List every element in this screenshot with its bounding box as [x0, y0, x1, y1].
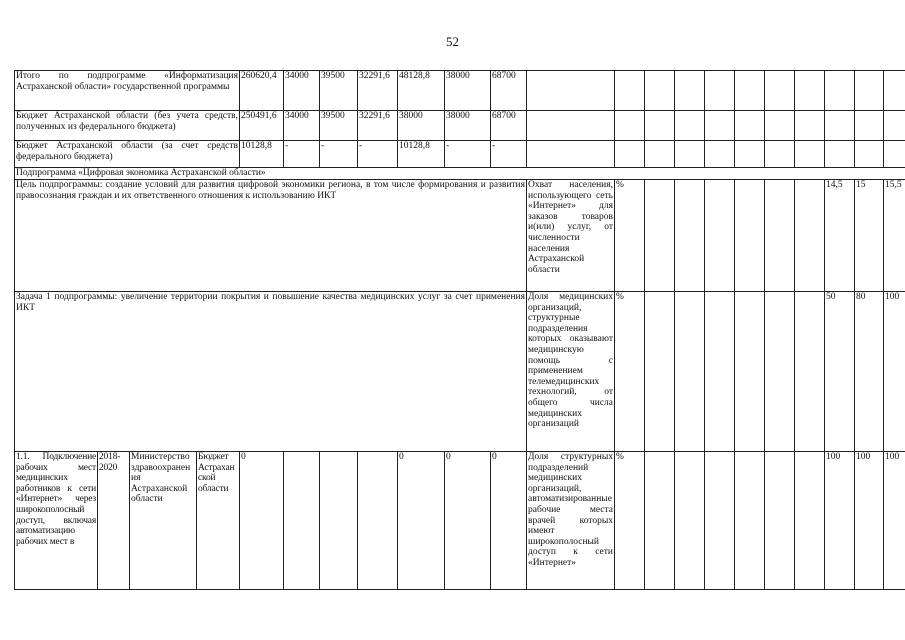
- budget-federal-value: 10128,8: [240, 141, 284, 168]
- measure-value: [358, 452, 398, 590]
- budget-own-value: 250491,6: [240, 111, 284, 141]
- budget-own-value: 38000: [445, 111, 491, 141]
- measure-value: 0: [491, 452, 527, 590]
- total-value: 38000: [445, 71, 491, 111]
- task1-unit: %: [615, 292, 645, 452]
- budget-own-value: 68700: [491, 111, 527, 141]
- measure-target: 100: [825, 452, 855, 590]
- total-value: 34000: [284, 71, 320, 111]
- page-number: 52: [446, 34, 459, 49]
- budget-own-value: 32291,6: [358, 111, 398, 141]
- measure-source: Бюджет Астраханской области: [197, 452, 240, 590]
- goal-target: 14,5: [825, 180, 855, 292]
- measure-target: 100: [884, 452, 905, 590]
- total-label: Итого по подпрограмме «Информатизация Астраханской области» государственной программы: [15, 71, 240, 111]
- measure-name: 1.1. Подключение рабочих мест медицинских работников к сети «Интернет» через широкополосный доступ, включая автоматизацию рабочих мест в: [15, 452, 98, 590]
- measure-value: [284, 452, 320, 590]
- table-row-measure: [15, 452, 905, 590]
- budget-federal-value: 10128,8: [398, 141, 445, 168]
- measure-period: 2018-2020: [98, 452, 130, 590]
- budget-federal-value: -: [491, 141, 527, 168]
- budget-federal-value: -: [320, 141, 358, 168]
- measure-value: 0: [398, 452, 445, 590]
- table-row-subprogram: [15, 168, 905, 180]
- measure-executor: Министерство здравоохранения Астраханской области: [130, 452, 197, 590]
- budget-federal-label: Бюджет Астраханской области (за счет средств федерального бюджета): [15, 141, 240, 168]
- measure-value: 0: [445, 452, 491, 590]
- task1-target: 80: [855, 292, 884, 452]
- total-value: 260620,4: [240, 71, 284, 111]
- total-value: 48128,8: [398, 71, 445, 111]
- measure-value: 0: [240, 452, 284, 590]
- goal-label: Цель подпрограммы: создание условий для развития цифровой экономики региона, в том числе формирования и развития правосознания граждан и их ответственного отношения к использованию ИКТ: [15, 180, 527, 292]
- task1-target: 100: [884, 292, 905, 452]
- program-table-sheet: [14, 70, 902, 594]
- measure-target: 100: [855, 452, 884, 590]
- table-row-total: [15, 71, 905, 111]
- table-row-budget-own: [15, 111, 905, 141]
- goal-unit: %: [615, 180, 645, 292]
- budget-federal-value: -: [445, 141, 491, 168]
- subprogram-title: Подпрограмма «Цифровая экономика Астраханской области»: [15, 168, 905, 180]
- task1-label: Задача 1 подпрограммы: увеличение территории покрытия и повышение качества медицинских услуг за счет применения ИКТ: [15, 292, 527, 452]
- budget-federal-value: -: [284, 141, 320, 168]
- program-table: [14, 70, 905, 590]
- total-value: 39500: [320, 71, 358, 111]
- budget-own-label: Бюджет Астраханской области (без учета средств, полученных из федерального бюджета): [15, 111, 240, 141]
- table-row-goal: [15, 180, 905, 292]
- budget-own-value: 38000: [398, 111, 445, 141]
- task1-indicator: Доля медицинских организаций, структурные подразделения которых оказывают медицинскую помощь с применением телемедицинских технологий, от общего числа медицинских организаций: [527, 292, 615, 452]
- task1-target: 50: [825, 292, 855, 452]
- budget-federal-value: -: [358, 141, 398, 168]
- total-value: 68700: [491, 71, 527, 111]
- measure-value: [320, 452, 358, 590]
- budget-own-value: 34000: [284, 111, 320, 141]
- goal-target: 15: [855, 180, 884, 292]
- table-row-budget-federal: [15, 141, 905, 168]
- measure-unit: %: [615, 452, 645, 590]
- goal-indicator: Охват населения, использующего сеть «Интернет» для заказов товаров и(или) услуг, от численности населения Астраханской области: [527, 180, 615, 292]
- total-value: 32291,6: [358, 71, 398, 111]
- goal-target: 15,5: [884, 180, 905, 292]
- budget-own-value: 39500: [320, 111, 358, 141]
- measure-indicator: Доля структурных подразделений медицинских организаций, автоматизированные рабочие места врачей которых имеют широкополосный доступ к сети «Интернет»: [527, 452, 615, 590]
- table-row-task1: [15, 292, 905, 452]
